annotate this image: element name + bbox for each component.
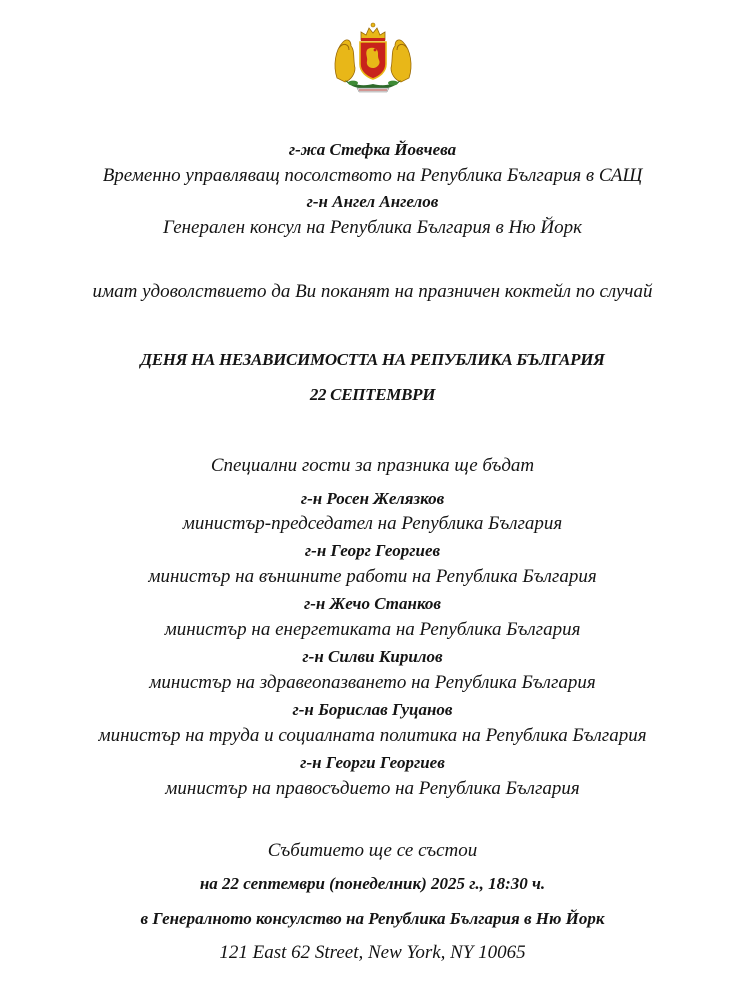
guest-title: министър на труда и социалната политика на Република България [98, 725, 647, 746]
occasion-title: ДЕНЯ НА НЕЗАВИСИМОСТТА НА РЕПУБЛИКА БЪЛГАРИЯ [140, 350, 605, 369]
guest-name: г-н Борислав Гуцанов [292, 700, 453, 719]
guest-name: г-н Георги Георгиев [300, 753, 445, 772]
host-name: г-жа Стефка Йовчева [288, 140, 457, 159]
guest-title: министър на правосъдието на Република България [165, 778, 580, 799]
guest-title: министър на енергетиката на Република България [164, 619, 581, 640]
event-datetime: на 22 септември (понеделник) 2025 г., 18:30 ч. [199, 874, 546, 893]
guest-title: министър-председател на Република България [182, 513, 563, 534]
event-venue: в Генералното консулство на Република България в Ню Йорк [140, 909, 605, 928]
guest-title: министър на здравеопазването на Република България [149, 672, 596, 693]
event-intro: Събитието ще се състои [267, 840, 478, 861]
guest-name: г-н Силви Кирилов [302, 647, 443, 666]
guest-title: министър на външните работи на Република България [148, 566, 597, 587]
occasion-date: 22 СЕПТЕМВРИ [309, 385, 436, 404]
event-address: 121 East 62 Street, New York, NY 10065 [219, 942, 526, 963]
guests-intro: Специални гости за празника ще бъдат [210, 455, 535, 476]
guest-name: г-н Жечо Станков [303, 594, 442, 613]
guest-name: г-н Росен Желязков [300, 489, 445, 508]
host-name: г-н Ангел Ангелов [306, 192, 439, 211]
host-title: Временно управляващ посолството на Република България в САЩ [102, 165, 643, 186]
invitation-text: имат удоволствието да Ви поканят на празничен коктейл по случай [92, 281, 653, 302]
host-title: Генерален консул на Република България в Ню Йорк [162, 217, 583, 238]
bulgarian-coat-of-arms-icon [331, 20, 415, 94]
guest-name: г-н Георг Георгиев [304, 541, 441, 560]
